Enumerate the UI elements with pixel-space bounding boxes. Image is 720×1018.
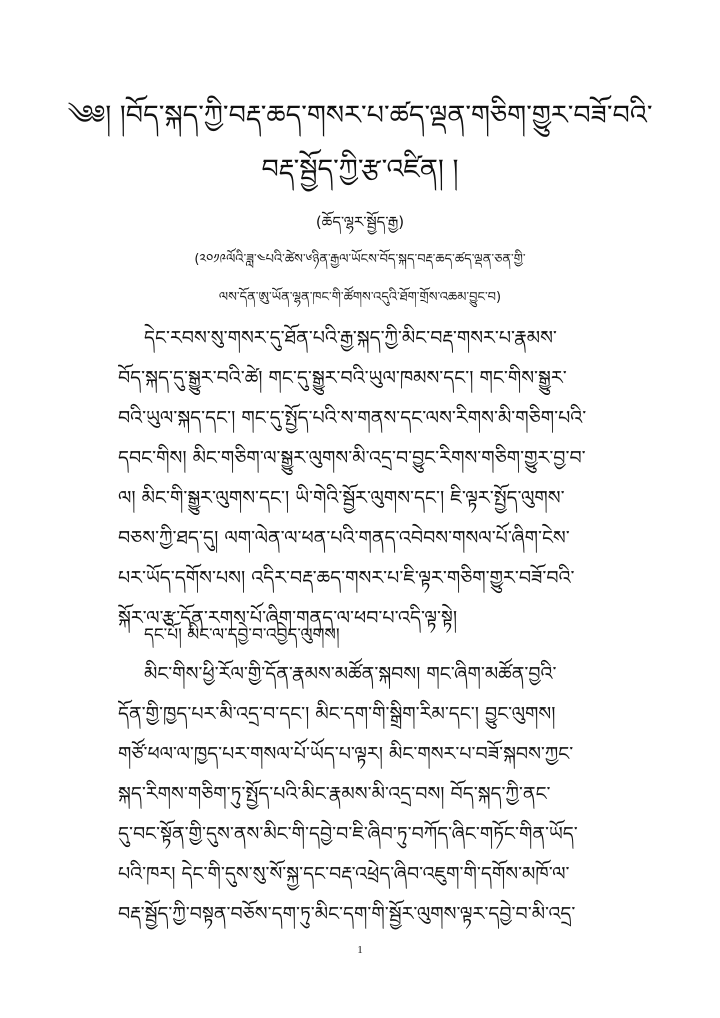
paragraph-line: བརྡ་སྦྱོད་ཀྱི་བསྟན་བཅོས་དག་ཏུ་མིང་དག་གི་སྦྱོར་ལུགས་ལྟར་དབྱེ་བ་མི་འདྲ་ <box>118 903 576 925</box>
title-line-1: ༄༅། །བོད་སྐད་ཀྱི་བརྡ་ཆད་གསར་པ་ཚད་ལྡན་གཅིག་གྱུར་བཟོ་བའི་ <box>67 100 653 131</box>
page-number: 1 <box>357 944 363 956</box>
paragraph-line: པའི་ཁར། དེང་གི་དུས་སུ་སོ་སྐྱ་དང་བརྡ་འཕྲེད་ཞིབ་འཇུག་གི་དགོས་མཁོ་ལ་ <box>118 863 570 885</box>
paragraph-line: དབང་གིས། མིང་གཅིག་ལ་སྒྱུར་ལུགས་མི་འདྲ་བ་བྱུང་རིགས་གཅིག་གྱུར་བྱ་བ་ <box>118 447 586 469</box>
note-line-1: (༢༠༡༩ལོའི་ཟླ་༤པའི་ཚེས་༦ཉིན་རྒྱལ་ཡོངས་བོད་སྐད་བརྡ་ཆད་ཚད་ལྡན་ཅན་གྱི་ <box>194 252 526 267</box>
paragraph-line: གཙོ་ཕལ་ལ་ཁྱད་པར་གསལ་པོ་ཡོད་པ་ལྟར། མིང་གསར་པ་བཟོ་སྐབས་ཀྱང་ <box>118 743 574 765</box>
paragraph-line: དོན་གྱི་ཁྱད་པར་མི་འདྲ་བ་དང་། མིང་དག་གི་སྒྲིག་རིམ་དང་། བྱུང་ལུགས། <box>118 703 556 725</box>
paragraph-line: པར་ཡོད་དགོས་པས། འདིར་བརྡ་ཆད་གསར་པ་ཇི་ལྟར་གཅིག་གྱུར་བཟོ་བའི་ <box>118 567 575 589</box>
paragraph-line: བའི་ཡུལ་སྐད་དང་། གང་དུ་སྤྱོད་པའི་ས་གནས་དང་ལས་རིགས་མི་གཅིག་པའི་ <box>118 407 587 429</box>
author-line: (ཆོད་ལྷར་སྦྱོད་རྒྱ) <box>315 213 405 231</box>
paragraph-line: དེང་རབས་སུ་གསར་དུ་ཐོན་པའི་རྒྱ་སྐད་ཀྱི་མིང་བརྡ་གསར་པ་རྣམས་ <box>144 327 557 349</box>
paragraph-line: བོད་སྐད་དུ་སྒྱུར་བའི་ཚེ། གང་དུ་སྒྱུར་བའི་ཡུལ་ཁམས་དང་། གང་གིས་སྒྱུར་ <box>118 367 567 389</box>
paragraph-line: དུ་བང་སྟོན་གྱི་དུས་ནས་མིང་གི་དབྱེ་བ་ཇི་ཞིབ་ཏུ་བཀོད་ཞིང་གཏོང་གིན་ཡོད་ <box>118 823 578 845</box>
paragraph-line: སྐད་རིགས་གཅིག་ཏུ་སྤྱོད་པའི་མིང་རྣམས་མི་འདྲ་བས། བོད་སྐད་ཀྱི་ནང་ <box>118 783 551 805</box>
paragraph-2 <box>118 654 598 934</box>
paragraph-1 <box>118 318 598 638</box>
title-line-2: བརྡ་སྦྱོད་ཀྱི་རྩ་འཛིན། ། <box>261 154 459 185</box>
paragraph-line: སྐོར་ལ་རྩ་དོན་རགས་པོ་ཞིག་གནད་ལ་ཕབ་པ་འདི་ལྟ་སྟེ། <box>118 607 458 629</box>
paragraph-line: ལ། མིང་གི་སྒྱུར་ལུགས་དང་། ཡི་གེའི་སྦྱོར་ལུགས་དང་། ཇི་ལྟར་སྤྱོད་ལུགས་ <box>118 487 565 509</box>
section-heading: དང་པོ། མིང་ལ་དབྱེ་བ་འབྱེད་ལུགས། <box>144 625 340 645</box>
paragraph-line: བཅས་ཀྱི་ཐད་དུ། ལག་ལེན་ལ་ཕན་པའི་གནད་འབེབས་གསལ་པོ་ཞིག་ངེས་ <box>118 527 570 549</box>
paragraph-line: མིང་གིས་ཕྱི་རོལ་གྱི་དོན་རྣམས་མཚོན་སྐབས། གང་ཞིག་མཚོན་བྱའི་ <box>144 663 557 685</box>
note-line-2: ལས་དོན་ཨུ་ཡོན་ལྷན་ཁང་གི་ཚོགས་འདུའི་ཐོག་གྲོས་འཆམ་བྱུང་བ) <box>218 290 502 305</box>
